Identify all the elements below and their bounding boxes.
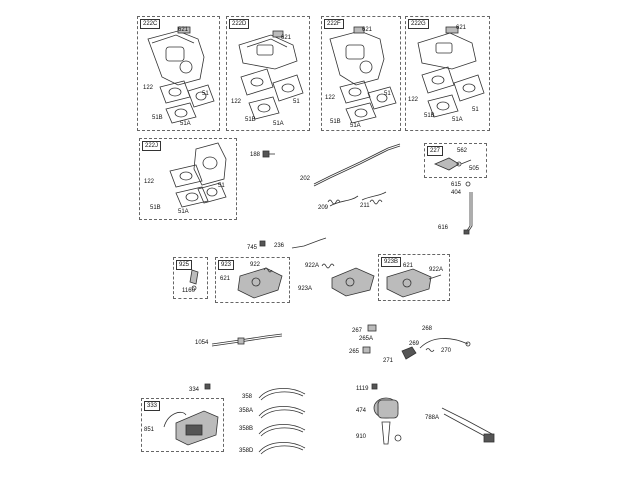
part-label: 51B [424,113,435,119]
part-label: 51A [350,123,361,129]
part-label: 122 [144,179,155,185]
part-label: 236 [274,243,285,249]
part-label: 122 [143,85,154,91]
group-222F [321,16,401,131]
part-label: 51 [218,183,225,189]
cable-tie-illustration [438,404,500,450]
group-tag: 222G [408,19,429,29]
group-222C [137,16,220,131]
rod-illustration [458,178,482,238]
part-label: 51 [202,91,209,97]
wire-harness-illustration [255,380,315,460]
part-label: 358A [239,408,254,414]
part-label: 51B [330,119,341,125]
group-tag: 222D [229,19,249,29]
part-label: 267 [352,328,363,334]
part-label: 269 [409,341,420,347]
clip-icon [367,324,379,334]
part-label: 265A [359,336,374,342]
part-label: 745 [247,245,258,251]
part-label: 51B [150,205,161,211]
part-label: 1160 [182,288,195,294]
part-label: 621 [362,27,373,33]
group-tag: 222F [324,19,344,29]
part-label: 788A [425,415,440,421]
part-label: 122 [325,95,336,101]
part-label: 851 [144,427,155,433]
group-tag: 925 [176,260,192,270]
part-label: 621 [403,263,414,269]
part-label: 51 [384,91,391,97]
screw-icon [259,240,269,250]
part-label: 211 [360,203,370,209]
group-333 [141,398,224,452]
part-label: 202 [300,176,311,182]
part-label: 51 [472,107,479,113]
part-label: 51B [152,115,163,121]
group-925 [173,257,208,299]
part-label: 188 [250,152,261,158]
part-label: 122 [231,99,242,105]
part-label: 615 [451,182,462,188]
group-923 [215,257,290,303]
part-label: 268 [422,326,433,332]
part-label: 51 [293,99,300,105]
part-label: 270 [441,348,452,354]
part-label: 922A [305,263,320,269]
screw-icon [262,150,276,160]
part-label: 922A [429,267,444,273]
part-label: 922 [250,262,261,268]
clip-icon [362,346,374,356]
part-label: 621 [178,27,189,33]
control-bracket-illustration [379,255,449,300]
part-label: 51A [273,121,284,127]
part-label: 334 [189,387,200,393]
link-rod-illustration [290,236,330,252]
carburetor-illustration [322,17,400,130]
group-222D [226,16,310,131]
group-227 [424,143,487,178]
armature-illustration [142,399,223,451]
part-label: 621 [456,25,467,31]
group-222G [405,16,490,131]
group-tag: 222C [140,19,160,29]
part-label: 616 [438,225,449,231]
part-label: 621 [220,276,231,282]
part-label: 209 [318,205,329,211]
part-label: 910 [356,434,367,440]
group-tag: 227 [427,146,443,156]
carburetor-illustration [227,17,309,130]
part-label: 474 [356,408,367,414]
lever-illustration [398,345,418,365]
part-label: 1054 [195,340,209,346]
starter-motor-illustration [368,392,412,452]
part-label: 621 [281,35,292,41]
part-label: 271 [383,358,394,364]
part-label: 404 [451,190,462,196]
group-tag: 333 [144,401,160,411]
part-label: 562 [457,148,468,154]
part-label: 505 [469,166,480,172]
part-label: 265 [349,349,360,355]
control-bracket-illustration [318,258,378,298]
part-label: 358D [239,448,254,454]
group-tag: 923 [218,260,234,270]
group-222J [139,138,237,220]
group-tag: 923B [381,257,401,267]
group-tag: 222J [142,141,161,151]
screw-icon [371,383,381,391]
part-label: 51A [180,121,191,127]
part-label: 51B [245,117,256,123]
screw-icon [204,383,214,393]
cable-tie-illustration [210,330,286,350]
part-label: 358 [242,394,253,400]
part-label: 358B [239,426,254,432]
group-923B [378,254,450,301]
part-label: 122 [408,97,419,103]
part-label: 923A [298,286,313,292]
part-label: 1119 [356,386,369,392]
part-label: 51A [178,209,189,215]
part-label: 51A [452,117,463,123]
